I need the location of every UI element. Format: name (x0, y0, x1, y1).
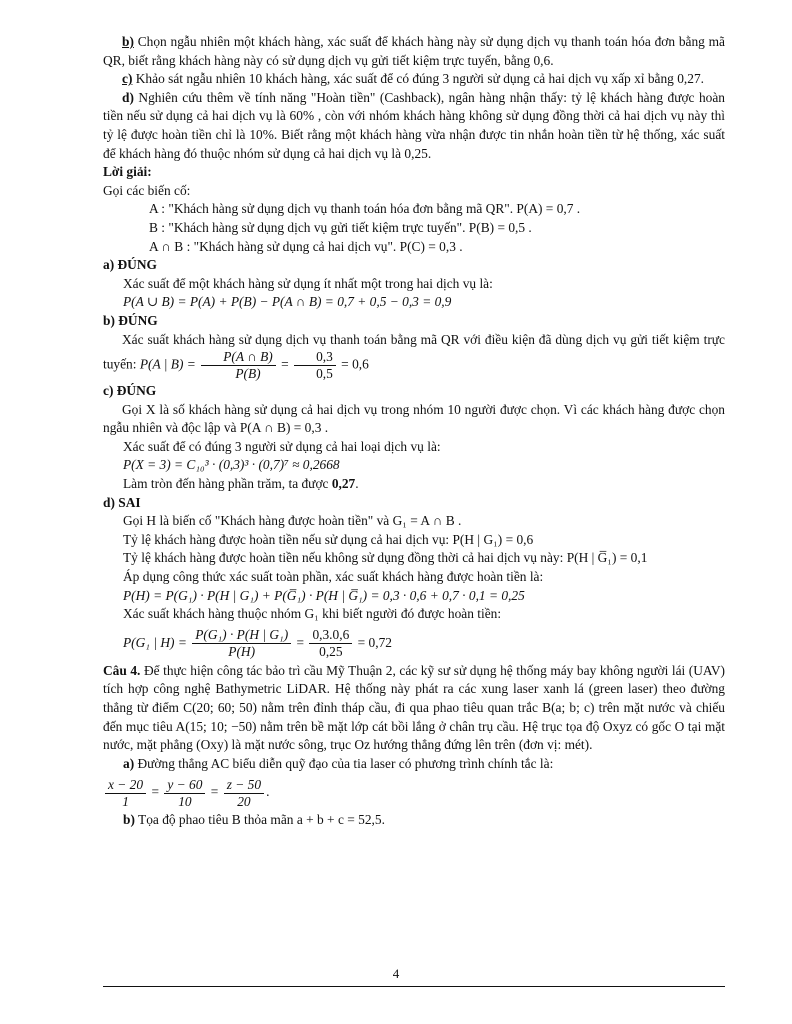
fraction-d-1 (192, 627, 291, 660)
fraction-b-1-den: P(B) (235, 366, 261, 382)
answer-d-text-2: Tỷ lệ khách hàng được hoàn tiền nếu sử dụng cả hai dịch vụ: P(H | G₁) = 0,6 (123, 531, 534, 547)
text-b: Chọn ngẫu nhiên một khách hàng, xác suất để khách hàng này sử dụng dịch vụ thanh toán hóa đơn bằng mã QR, biết rằng khách hàng này có sử dụng dịch vụ gửi tiết kiệm trực tuyến, bằng 0,6. (103, 34, 725, 68)
fraction-z (224, 777, 264, 810)
fraction-x-num: x − 20 (105, 777, 146, 794)
answer-d-bayes (103, 624, 725, 662)
question-4-equation (103, 773, 725, 811)
answer-a-heading: a) ĐÚNG (103, 257, 157, 273)
fraction-d-2-den: 0,25 (319, 644, 343, 660)
question-4-label: Câu 4. (103, 662, 141, 678)
equals-sign: = (281, 356, 289, 372)
answer-d-heading: d) SAI (103, 494, 141, 510)
fraction-y (164, 777, 205, 810)
statement-b (103, 33, 725, 70)
page-content (103, 33, 725, 830)
answer-d-text-4: Áp dụng công thức xác suất toàn phần, xác suất khách hàng được hoàn tiền là: (123, 569, 544, 585)
fraction-d-1-num: P(G₁) · P(H | G₁) (192, 627, 291, 644)
answer-a-text: Xác suất để một khách hàng sử dụng ít nhất một trong hai dịch vụ là: (123, 275, 493, 291)
answer-c-period: . (355, 476, 359, 492)
answer-b-heading: b) ĐÚNG (103, 312, 158, 328)
fraction-b-1 (201, 349, 276, 382)
label-b: b) (122, 34, 134, 49)
event-a: A : "Khách hàng sử dụng dịch vụ thanh toán hóa đơn bằng mã QR". P(A) = 0,7 . (149, 201, 581, 217)
solution-heading: Lời giải: (103, 164, 152, 180)
text-d: Nghiên cứu thêm về tính năng "Hoàn tiền" (Cashback), ngân hàng nhận thấy: tỷ lệ khách hàng được hoàn tiền nếu sử dụng cả hai dịch vụ là 60% , còn với nhóm khách hàng không sử dụng đồng thời cả hai dịch vụ này thì tỷ lệ được hoàn tiền chỉ là 10%. Biết rằng một khách hàng vừa nhận được tin nhắn hoàn tiền từ hệ thống, xác suất để khách hàng đó thuộc nhóm sử dụng cả hai dịch vụ là 0,25. (103, 89, 725, 161)
answer-d-lhs: P(G₁ | H) = (123, 634, 187, 650)
label-c: c) (122, 71, 133, 87)
answer-d-text-3: Tỷ lệ khách hàng được hoàn tiền nếu không sử dụng đồng thời cả hai dịch vụ này: P(H | G̅₁) = 0,1 (123, 550, 648, 566)
fraction-b-2 (294, 349, 336, 382)
answer-a-formula: P(A ∪ B) = P(A) + P(B) − P(A ∩ B) = 0,7 + 0,5 − 0,3 = 0,9 (123, 294, 452, 310)
answer-c-formula: P(X = 3) = C₁₀³ · (0,3)³ · (0,7)⁷ ≈ 0,2668 (123, 457, 340, 473)
footer-divider (103, 986, 725, 987)
fraction-d-2-num: 0,3.0,6 (309, 627, 352, 644)
fraction-z-num: z − 50 (224, 777, 264, 794)
question-4 (103, 662, 725, 755)
fraction-y-den: 10 (178, 793, 192, 809)
answer-d-result: = 0,72 (357, 634, 392, 650)
answer-c-heading: c) ĐÚNG (103, 383, 157, 399)
answer-b-sentence: Xác suất khách hàng sử dụng dịch vụ thanh toán bằng mã QR với điều kiện đã dùng dịch vụ gửi tiết kiệm trực tuyến: (103, 331, 725, 372)
question-4-a (103, 755, 725, 774)
label-d: d) (122, 89, 134, 105)
events-intro: Gọi các biến cố: (103, 182, 191, 198)
fraction-x (105, 777, 146, 810)
fraction-b-1-num: P(A ∩ B) (201, 349, 276, 366)
answer-d-text-1: Gọi H là biến cố "Khách hàng được hoàn tiền" và G₁ = A ∩ B . (123, 513, 462, 529)
equation-period: . (266, 784, 270, 800)
answer-b-lhs: P(A | B) = (139, 356, 196, 372)
answer-c-text-1: Gọi X là số khách hàng sử dụng cả hai dịch vụ trong nhóm 10 người được chọn. Vì các khách hàng được chọn ngẫu nhiên và độc lập và P(A ∩ B) = 0,3 . (103, 401, 725, 436)
fraction-x-den: 1 (122, 793, 129, 809)
equals-sign: = (151, 784, 159, 800)
answer-c-round-text: Làm tròn đến hàng phần trăm, ta được (123, 476, 332, 492)
question-4-b-text: Tọa độ phao tiêu B thỏa mãn a + b + c = 52,5. (134, 812, 385, 828)
fraction-z-den: 20 (237, 793, 251, 809)
page-number: 4 (392, 966, 400, 981)
fraction-b-2-num: 0,3 (294, 349, 336, 366)
text-c: Khảo sát ngẫu nhiên 10 khách hàng, xác suất để có đúng 3 người sử dụng cả hai dịch vụ xấp xỉ bằng 0,27. (132, 71, 705, 87)
fraction-d-2 (309, 627, 352, 660)
answer-d-formula: P(H) = P(G₁) · P(H | G₁) + P(G̅₁) · P(H | G̅₁) = 0,3 · 0,6 + 0,7 · 0,1 = 0,25 (123, 587, 525, 603)
answer-c-text-3 (103, 475, 725, 494)
question-4-b-label: b) (123, 812, 135, 828)
fraction-b-2-den: 0,5 (316, 366, 333, 382)
answer-d-text-5: Xác suất khách hàng thuộc nhóm G₁ khi biết người đó được hoàn tiền: (123, 606, 502, 622)
answer-c-round-value: 0,27 (331, 476, 356, 492)
statement-d (103, 89, 725, 163)
answer-b-result: = 0,6 (341, 356, 369, 372)
equals-sign: = (210, 784, 219, 800)
event-ab: A ∩ B : "Khách hàng sử dụng cả hai dịch vụ". P(C) = 0,3 . (149, 238, 463, 254)
question-4-a-text: Đường thẳng AC biểu diễn quỹ đạo của tia laser có phương trình chính tắc là: (134, 755, 554, 771)
question-4-b (103, 811, 725, 830)
question-4-a-label: a) (123, 755, 135, 771)
statement-c (103, 70, 725, 89)
event-b: B : "Khách hàng sử dụng dịch vụ gửi tiết kiệm trực tuyến". P(B) = 0,5 . (149, 219, 532, 235)
answer-b-text (103, 331, 725, 383)
question-4-text: Để thực hiện công tác bảo trì cầu Mỹ Thuận 2, các kỹ sư sử dụng hệ thống máy bay không người lái (UAV) tích hợp công nghệ Bathymetric LiDAR. Hệ thống này phát ra các xung laser xanh lá (green laser) theo đường thẳng từ điểm C(20; 60; 50) nằm trên đỉnh tháp cầu, đi qua phao tiêu quan trắc B(a; b; c) trên mặt nước và chiếu đến mục tiêu A(15; 10; −50) nằm trên bề mặt lớp cát bồi lắng ở chân trụ cầu. Hệ trục tọa độ Oxyz có gốc O tại mặt nước, mặt phẳng (Oxy) là mặt nước sông, trục Oz hướng thẳng đứng lên trên (đơn vị: mét). (103, 662, 725, 753)
fraction-d-1-den: P(H) (228, 644, 256, 660)
answer-c-text-2: Xác suất để có đúng 3 người sử dụng cả hai loại dịch vụ là: (123, 438, 441, 454)
equals-sign: = (296, 634, 305, 650)
fraction-y-num: y − 60 (164, 777, 205, 794)
